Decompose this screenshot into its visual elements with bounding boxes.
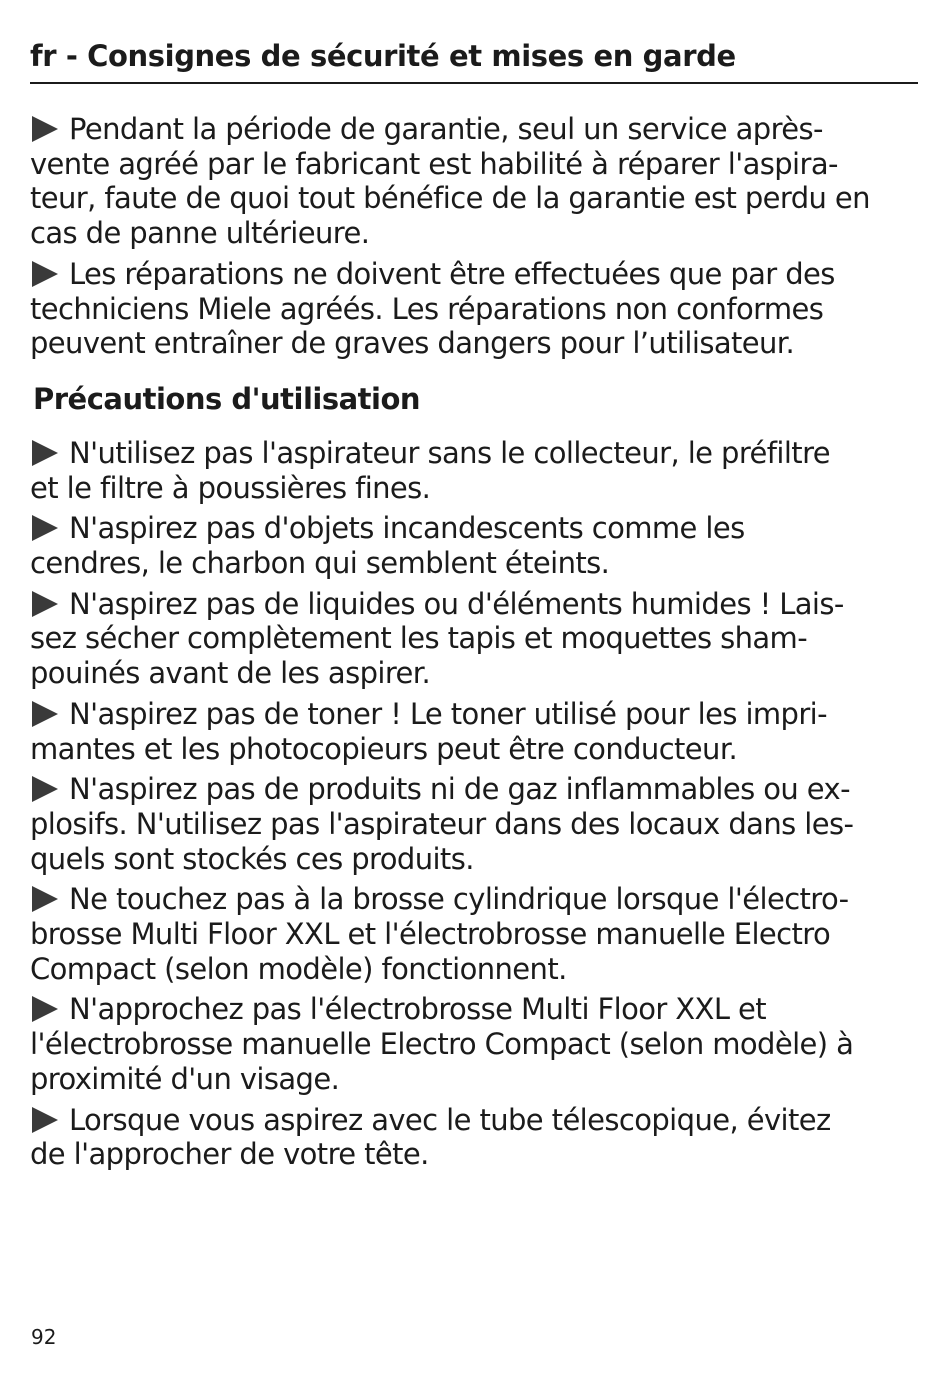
page-number: 92 [31, 1325, 57, 1349]
instruction-text: peuvent entraîner de graves dangers pour l’utilisateur. [30, 326, 795, 361]
instruction-line [30, 732, 918, 767]
instruction-item [30, 112, 918, 251]
instruction-item [30, 697, 918, 766]
instruction-line [30, 1062, 918, 1097]
instruction-line [30, 621, 918, 656]
triangle-right-icon [32, 996, 58, 1022]
instruction-line [30, 882, 918, 917]
instruction-line [30, 917, 918, 952]
page-content [30, 112, 918, 1172]
instruction-line [30, 697, 918, 732]
instruction-text: Les réparations ne doivent être effectuées que par des [69, 256, 835, 291]
instruction-text: N'aspirez pas d'objets incandescents comme les [69, 511, 745, 546]
page-header [30, 36, 918, 84]
instruction-text: N'approchez pas l'électrobrosse Multi Floor XXL et [69, 992, 767, 1027]
instruction-text: Ne touchez pas à la brosse cylindrique lorsque l'électro- [69, 882, 849, 917]
instruction-text: sez sécher complètement les tapis et moquettes sham- [30, 621, 808, 656]
precautions-section [30, 436, 918, 1172]
instruction-line [30, 436, 918, 471]
instruction-text: N'utilisez pas l'aspirateur sans le collecteur, le préfiltre [69, 435, 831, 470]
instruction-text: de l'approcher de votre tête. [30, 1137, 429, 1172]
triangle-right-icon [32, 776, 58, 802]
instruction-line [30, 842, 918, 877]
triangle-right-icon [32, 515, 58, 541]
instruction-line [30, 216, 918, 251]
instruction-text: teur, faute de quoi tout bénéfice de la garantie est perdu en [30, 181, 870, 216]
instruction-line [30, 257, 918, 292]
instruction-text: vente agréé par le fabricant est habilité à réparer l'aspira- [30, 146, 838, 181]
instruction-line [30, 587, 918, 622]
instruction-line [30, 992, 918, 1027]
section-heading: Précautions d'utilisation [33, 381, 421, 416]
instruction-line [30, 1103, 918, 1138]
instruction-line [30, 181, 918, 216]
instruction-text: N'aspirez pas de produits ni de gaz inflammables ou ex- [69, 772, 850, 807]
instruction-item [30, 436, 918, 505]
instruction-text: Compact (selon modèle) fonctionnent. [30, 951, 567, 986]
instruction-line [30, 807, 918, 842]
instruction-text: quels sont stockés ces produits. [30, 841, 474, 876]
instruction-text: N'aspirez pas de liquides ou d'éléments humides ! Lais- [69, 586, 844, 621]
triangle-right-icon [32, 701, 58, 727]
instruction-text: Pendant la période de garantie, seul un service après- [69, 112, 823, 146]
instruction-item [30, 882, 918, 986]
instruction-text: pouinés avant de les aspirer. [30, 656, 431, 691]
instruction-line [30, 471, 918, 506]
instruction-item [30, 511, 918, 580]
instruction-text: et le filtre à poussières fines. [30, 470, 431, 505]
triangle-right-icon [32, 440, 58, 466]
instruction-text: l'électrobrosse manuelle Electro Compact (selon modèle) à [30, 1027, 854, 1062]
instruction-line [30, 656, 918, 691]
instruction-text: brosse Multi Floor XXL et l'électrobrosse manuelle Electro [30, 917, 831, 952]
instruction-line [30, 1137, 918, 1172]
page-title: fr - Consignes de sécurité et mises en garde [30, 39, 736, 73]
instruction-text: proximité d'un visage. [30, 1061, 340, 1096]
instruction-line [30, 952, 918, 987]
instruction-line [30, 511, 918, 546]
instruction-text: cendres, le charbon qui semblent éteints. [30, 546, 610, 581]
instruction-item [30, 1103, 918, 1172]
instruction-item [30, 772, 918, 876]
instruction-line [30, 546, 918, 581]
instruction-text: plosifs. N'utilisez pas l'aspirateur dans des locaux dans les- [30, 806, 854, 841]
triangle-right-icon [32, 116, 58, 142]
instruction-line [30, 772, 918, 807]
instruction-text: N'aspirez pas de toner ! Le toner utilisé pour les impri- [69, 696, 828, 731]
instruction-line [30, 1027, 918, 1062]
instruction-item [30, 257, 918, 361]
instruction-line [30, 326, 918, 361]
instruction-line [30, 292, 918, 327]
instruction-text: cas de panne ultérieure. [30, 216, 370, 251]
instruction-text: mantes et les photocopieurs peut être conducteur. [30, 731, 738, 766]
triangle-right-icon [32, 591, 58, 617]
triangle-right-icon [32, 261, 58, 287]
instruction-item [30, 587, 918, 691]
instruction-line [30, 112, 918, 147]
warranty-section [30, 112, 918, 361]
instruction-text: techniciens Miele agréés. Les réparations non conformes [30, 291, 824, 326]
triangle-right-icon [32, 886, 58, 912]
instruction-item [30, 992, 918, 1096]
instruction-text: Lorsque vous aspirez avec le tube télescopique, évitez [69, 1102, 831, 1137]
instruction-line [30, 147, 918, 182]
triangle-right-icon [32, 1107, 58, 1133]
